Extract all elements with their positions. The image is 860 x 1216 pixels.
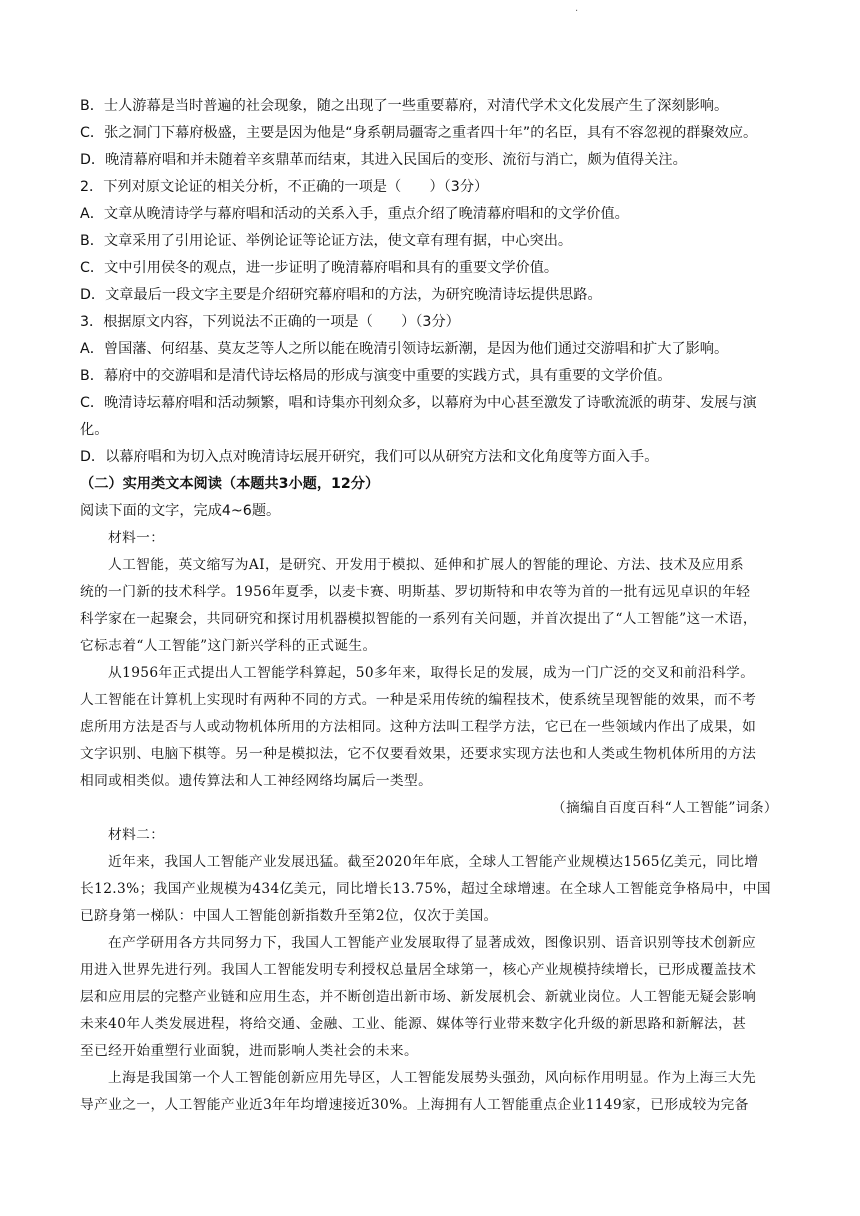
material-1-label: 材料一： [108,530,165,546]
material-2-p3-line: 上海是我国第一个人工智能创新应用先导区，人工智能发展势头强劲，风向标作用明显。作为上海三大先 [108,1070,757,1086]
q2-option-d: D．文章最后一段文字主要是介绍研究幕府唱和的方法，为研究晚清诗坛提供思路。 [80,287,602,303]
q3-stem: 3．根据原文内容，下列说法不正确的一项是（ ）（3分） [80,314,460,330]
material-1-p2-line: 文字识别、电脑下棋等。另一种是模拟法，它不仅要看效果，还要求实现方法也和人类或生物机体所用的方法 [80,746,757,762]
material-1-p2-line: 人工智能在计算机上实现时有两种不同的方式。一种是采用传统的编程技术，使系统呈现智能的效果，而不考 [80,692,757,708]
material-2-p2-line: 在产学研用各方共同努力下，我国人工智能产业发展取得了显著成效，图像识别、语音识别等技术创新应 [108,935,757,951]
material-1-source: （摘编自百度百科“人工智能”词条） [551,800,778,816]
q1-option-b: B．士人游幕是当时普遍的社会现象，随之出现了一些重要幕府，对清代学术文化发展产生了深刻影响。 [80,98,729,114]
material-2-p2-line: 至已经开始重塑行业面貌，进而影响人类社会的未来。 [80,1043,419,1059]
q3-option-d: D．以幕府唱和为切入点对晚清诗坛展开研究，我们可以从研究方法和文化角度等方面入手。 [80,449,659,465]
q3-option-c-line2: 化。 [80,422,109,438]
material-1-p1-line: 人工智能，英文缩写为AI，是研究、开发用于模拟、延伸和扩展人的智能的理论、方法、技术及应用系 [108,557,744,573]
q3-option-a: A．曾国藩、何绍基、莫友芝等人之所以能在晚清引领诗坛新潮，是因为他们通过交游唱和扩大了影响。 [80,341,729,357]
q2-option-a: A．文章从晚清诗学与幕府唱和活动的关系入手，重点介绍了晚清幕府唱和的文学价值。 [80,206,629,222]
material-2-p3-line: 导产业之一，人工智能产业近3年年均增速接近30%。上海拥有人工智能重点企业1149家，已形成较为完备 [80,1097,749,1113]
material-1 [80,525,800,822]
q3-option-b: B．幕府中的交游唱和是清代诗坛格局的形成与演变中重要的实践方式，具有重要的文学价值。 [80,368,672,384]
material-2-p1-line: 长12.3%；我国产业规模为434亿美元，同比增长13.75%，超过全球增速。在全球人工智能竞争格局中，中国 [80,881,771,897]
q1-option-d: D．晚清幕府唱和并未随着辛亥鼎革而结束，其进入民国后的变形、流衍与消亡，颇为值得关注。 [80,152,687,168]
question-3 [80,309,800,471]
document-page [80,93,800,1119]
question-2 [80,174,800,309]
material-2-p2-line: 用进入世界先进行列。我国人工智能发明专利授权总量居全球第一，核心产业规模持续增长，已形成覆盖技术 [80,962,757,978]
material-1-p2-line: 相同或相类似。遗传算法和人工神经网络均属后一类型。 [80,773,433,789]
material-2-p2-line: 层和应用层的完整产业链和应用生态，并不断创造出新市场、新发展机会、新就业岗位。人工智能无疑会影响 [80,989,757,1005]
q2-stem: 2．下列对原文论证的相关分析，不正确的一项是（ ）（3分） [80,179,489,195]
material-1-p2-line: 从1956年正式提出人工智能学科算起，50多年来，取得长足的发展，成为一门广泛的交叉和前沿科学。 [108,665,755,681]
q1-remaining-options [80,93,800,174]
material-2-p2-line: 未来40年人类发展进程，将给交通、金融、工业、能源、媒体等行业带来数字化升级的新思路和新解法，甚 [80,1016,747,1032]
material-1-p1-line: 统的一门新的技术科学。1956年夏季，以麦卡赛、明斯基、罗切斯特和申农等为首的一批有远见卓识的年轻 [80,584,751,600]
reading-instruction: 阅读下面的文字，完成4~6题。 [80,503,281,519]
header-mark: · [575,6,579,17]
q2-option-b: B．文章采用了引用论证、举例论证等论证方法，使文章有理有据，中心突出。 [80,233,573,249]
section-heading: （二）实用类文本阅读（本题共3小题，12分） [80,476,380,492]
material-2 [80,822,800,1119]
material-1-p2-line: 虑所用方法是否与人或动物机体所用的方法相同。这种方法叫工程学方法，它已在一些领域内作出了成果，如 [80,719,757,735]
q1-option-c: C．张之洞门下幕府极盛，主要是因为他是“身系朝局疆寄之重者四十年”的名臣，具有不容忽视的群聚效应。 [80,125,758,141]
q2-option-c: C．文中引用侯冬的观点，进一步证明了晚清幕府唱和具有的重要文学价值。 [80,260,559,276]
material-1-p1-line: 它标志着“人工智能”这门新兴学科的正式诞生。 [80,638,377,654]
material-1-p1-line: 科学家在一起聚会，共同研究和探讨用机器模拟智能的一系列有关问题，并首次提出了“人工智能”这一术语， [80,611,757,627]
q3-option-c-line1: C．晚清诗坛幕府唱和活动频繁，唱和诗集亦刊刻众多，以幕府为中心甚至激发了诗歌流派的萌芽、发展与演 [80,395,757,411]
material-2-p1-line: 近年来，我国人工智能产业发展迅猛。截至2020年年底，全球人工智能产业规模达1565亿美元，同比增 [108,854,759,870]
material-2-label: 材料二： [108,827,165,843]
material-2-p1-line: 已跻身第一梯队：中国人工智能创新指数升至第2位，仅次于美国。 [80,908,498,924]
